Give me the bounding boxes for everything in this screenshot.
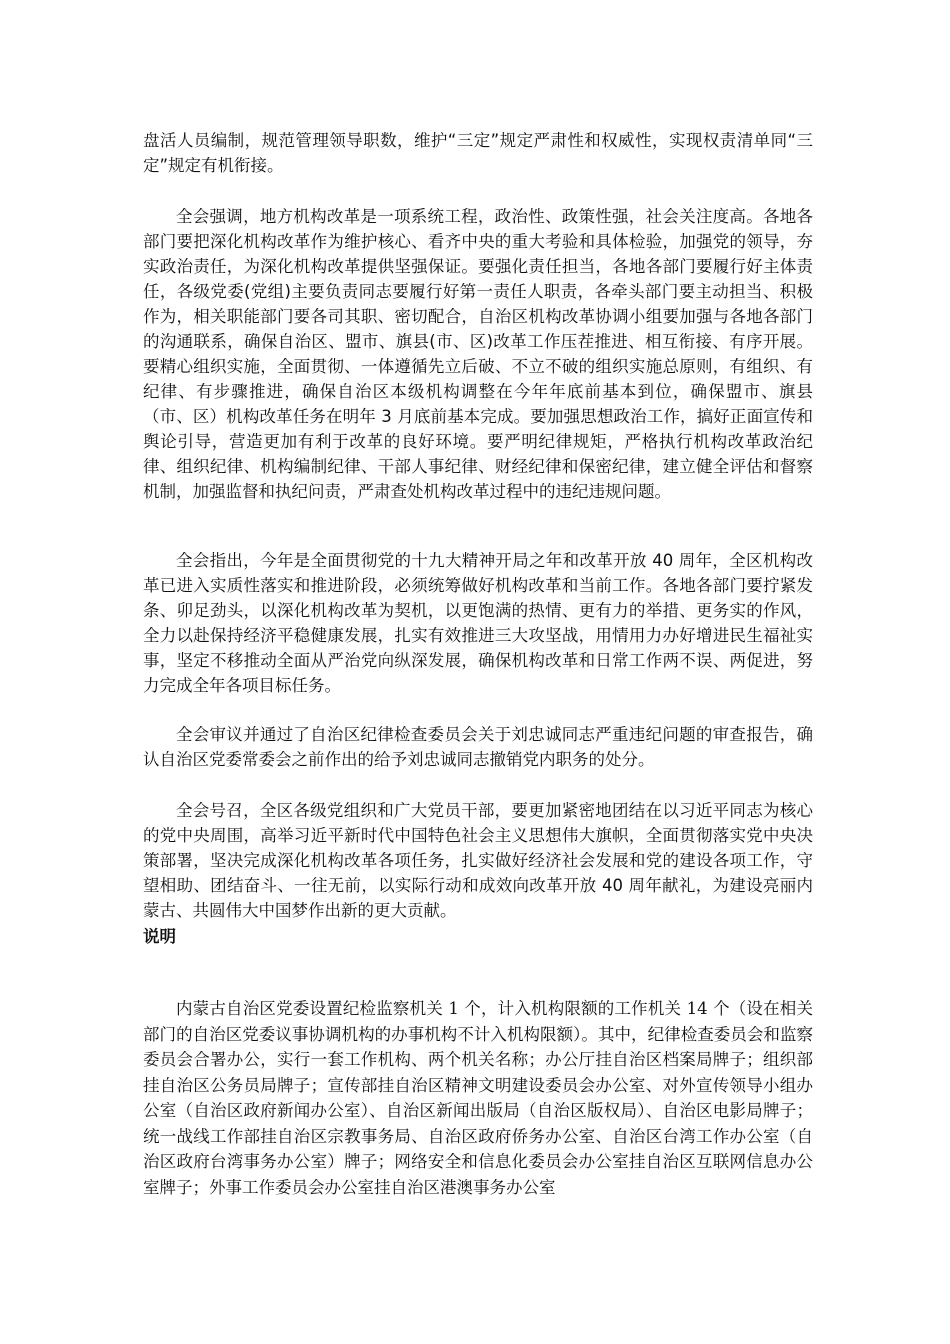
paragraph-review: 全会审议并通过了自治区纪律检查委员会关于刘忠诚同志严重违纪问题的审查报告，确认自治区党委常委会之前作出的给予刘忠诚同志撤销党内职务的处分。 (143, 725, 813, 769)
section-heading: 说明 (143, 927, 176, 946)
paragraph-emphasis: 全会强调，地方机构改革是一项系统工程，政治性、政策性强，社会关注度高。各地各部门要把深化机构改革作为维护核心、看齐中央的重大考验和具体检验，加强党的领导，夯实政治责任，为深化机构改革提供坚强保证。要强化责任担当，各地各部门要履行好主体责任，各级党委(党组)主要负责同志要履行好第一责任人职责，各牵头部门要主动担当、积极作为，相关职能部门要各司其职、密切配合，自治区机构改革协调小组要加强与各地各部门的沟通联系，确保自治区、盟市、旗县(市、区)改革工作压茬推进、相互衔接、有序开展。要精心组织实施，全面贯彻、一体遵循先立后破、不立不破的组织实施总原则，有组织、有纪律、有步骤推进，确保自治区本级机构调整在今年年底前基本到位，确保盟市、旗县（市、区）机构改革任务在明年 3 月底前基本完成。要加强思想政治工作，搞好正面宣传和舆论引导，营造更加有利于改革的良好环境。要严明纪律规矩，严格执行机构改革政治纪律、组织纪律、机构编制纪律、干部人事纪律、财经纪律和保密纪律，建立健全评估和督察机制，加强监督和执纪问责，严肃查处机构改革过程中的违纪违规问题。 (143, 207, 813, 501)
paragraph-continuation: 盘活人员编制，规范管理领导职数，维护“三定”规定严肃性和权威性，实现权责清单同“三定”规定有机衔接。 (143, 131, 813, 175)
paragraph-points-out: 全会指出，今年是全面贯彻党的十九大精神开局之年和改革开放 40 周年，全区机构改革已进入实质性落实和推进阶段，必须统筹做好机构改革和当前工作。各地各部门要拧紧发条、卯足劲头，以深化机构改革为契机，以更饱满的热情、更有力的举措、更务实的作风，全力以赴保持经济平稳健康发展，扎实有效推进三大攻坚战，用情用力办好增进民生福祉实事，坚定不移推动全面从严治党向纵深发展，确保机构改革和日常工作两不误、两促进，努力完成全年各项目标任务。 (143, 551, 813, 695)
explanation-paragraph: 内蒙古自治区党委设置纪检监察机关 1 个，计入机构限额的工作机关 14 个（设在相关部门的自治区党委议事协调机构的办事机构不计入机构限额）。其中，纪律检查委员会和监察委员会合署办公，实行一套工作机构、两个机关名称；办公厅挂自治区档案局牌子；组织部挂自治区公务员局牌子；宣传部挂自治区精神文明建设委员会办公室、对外宣传领导小组办公室（自治区政府新闻办公室）、自治区新闻出版局（自治区版权局）、自治区电影局牌子；统一战线工作部挂自治区宗教事务局、自治区政府侨务办公室、自治区台湾工作办公室（自治区政府台湾事务办公室）牌子；网络安全和信息化委员会办公室挂自治区互联网信息办公室牌子；外事工作委员会办公室挂自治区港澳事务办公室 (143, 999, 813, 1197)
paragraph-call: 全会号召，全区各级党组织和广大党员干部，要更加紧密地团结在以习近平同志为核心的党中央周围，高举习近平新时代中国特色社会主义思想伟大旗帜，全面贯彻落实党中央决策部署，坚决完成深化机构改革各项任务，扎实做好经济社会发展和党的建设各项工作，守望相助、团结奋斗、一往无前，以实际行动和成效向改革开放 40 周年献礼，为建设亮丽内蒙古、共圆伟大中国梦作出新的更大贡献。 (143, 801, 813, 920)
